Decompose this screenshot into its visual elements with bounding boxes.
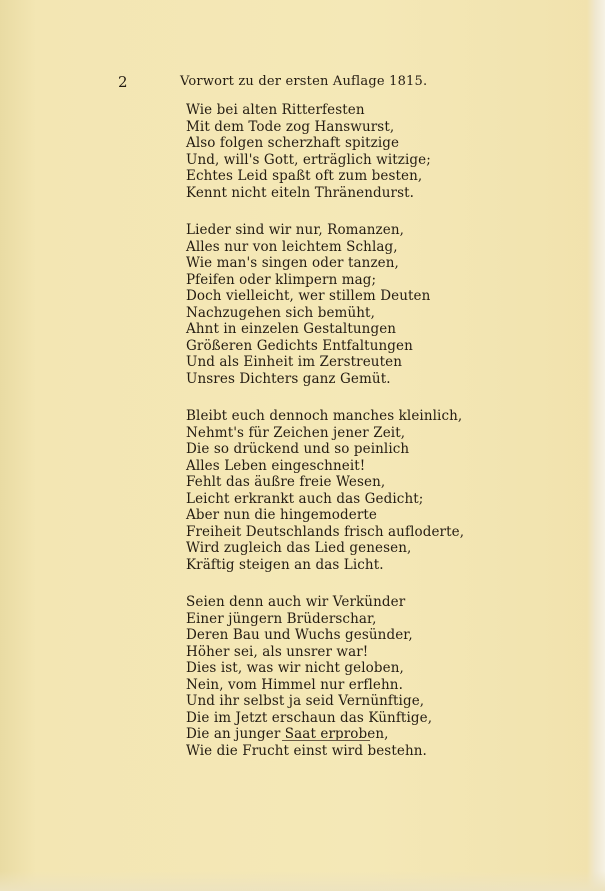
verse-line: Wird zugleich das Lied genesen, <box>186 540 412 556</box>
verse-line: Und ihr selbst ja seid Vernünftige, <box>186 693 425 709</box>
verse-line: Und, will's Gott, erträglich witzige; <box>186 151 431 168</box>
verse-line: Nachzugehen sich bemüht, <box>186 304 375 321</box>
stanza <box>186 594 486 759</box>
verse-line: Bleibt euch dennoch manches kleinlich, <box>186 408 463 424</box>
verse-line: Wie bei alten Ritterfesten <box>186 102 365 118</box>
verse-line: Alles nur von leichtem Schlag, <box>186 238 398 255</box>
verse-line: Einer jüngern Brüderschar, <box>186 610 377 627</box>
verse-line: Die so drückend und so peinlich <box>186 441 410 457</box>
verse-line: Nein, vom Himmel nur erflehn. <box>186 676 403 693</box>
verse-line: Doch vielleicht, wer stillem Deuten <box>186 288 431 304</box>
poem <box>186 102 486 780</box>
verse-line: Aber nun die hingemoderte <box>186 507 378 523</box>
verse-line: Alles Leben eingeschneit! <box>186 457 366 474</box>
verse-line: Also folgen scherzhaft spitzige <box>186 135 400 151</box>
page-number: 2 <box>118 73 128 91</box>
verse-line: Ahnt in einzelen Gestaltungen <box>186 321 397 337</box>
verse-line: Größeren Gedichts Entfaltungen <box>186 337 413 354</box>
closing-rule <box>282 740 370 741</box>
verse-line: Kennt nicht eiteln Thränendurst. <box>186 184 415 201</box>
stanza <box>186 102 486 201</box>
verse-line: Pfeifen oder klimpern mag; <box>186 271 377 288</box>
stanza <box>186 222 486 387</box>
verse-line: Die im Jetzt erschaun das Künftige, <box>186 709 433 726</box>
verse-line: Nehmt's für Zeichen jener Zeit, <box>186 424 406 441</box>
verse-line: Deren Bau und Wuchs gesünder, <box>186 627 413 643</box>
verse-line: Freiheit Deutschlands frisch aufloderte, <box>186 523 465 540</box>
verse-line: Die an junger Saat erproben, <box>186 726 389 742</box>
page-header <box>118 71 440 93</box>
verse-line: Höher sei, als unsrer war! <box>186 643 369 660</box>
verse-line: Unsres Dichters ganz Gemüt. <box>186 370 391 387</box>
verse-line: Und als Einheit im Zerstreuten <box>186 354 403 370</box>
page-edge-bottom <box>0 871 605 891</box>
verse-line: Wie man's singen oder tanzen, <box>186 255 399 271</box>
verse-line: Mit dem Tode zog Hanswurst, <box>186 118 395 135</box>
verse-line: Dies ist, was wir nicht geloben, <box>186 660 404 676</box>
running-title: Vorwort zu der ersten Auflage 1815. <box>180 74 428 89</box>
verse-line: Wie die Frucht einst wird bestehn. <box>186 742 427 759</box>
verse-line: Lieder sind wir nur, Romanzen, <box>186 222 405 238</box>
verse-line: Leicht erkrankt auch das Gedicht; <box>186 490 424 507</box>
verse-line: Kräftig steigen an das Licht. <box>186 556 384 573</box>
verse-line: Seien denn auch wir Verkünder <box>186 594 406 610</box>
page-edge-right <box>587 0 605 891</box>
stanza <box>186 408 486 573</box>
verse-line: Fehlt das äußre freie Wesen, <box>186 474 386 490</box>
verse-line: Echtes Leid spaßt oft zum besten, <box>186 168 423 184</box>
